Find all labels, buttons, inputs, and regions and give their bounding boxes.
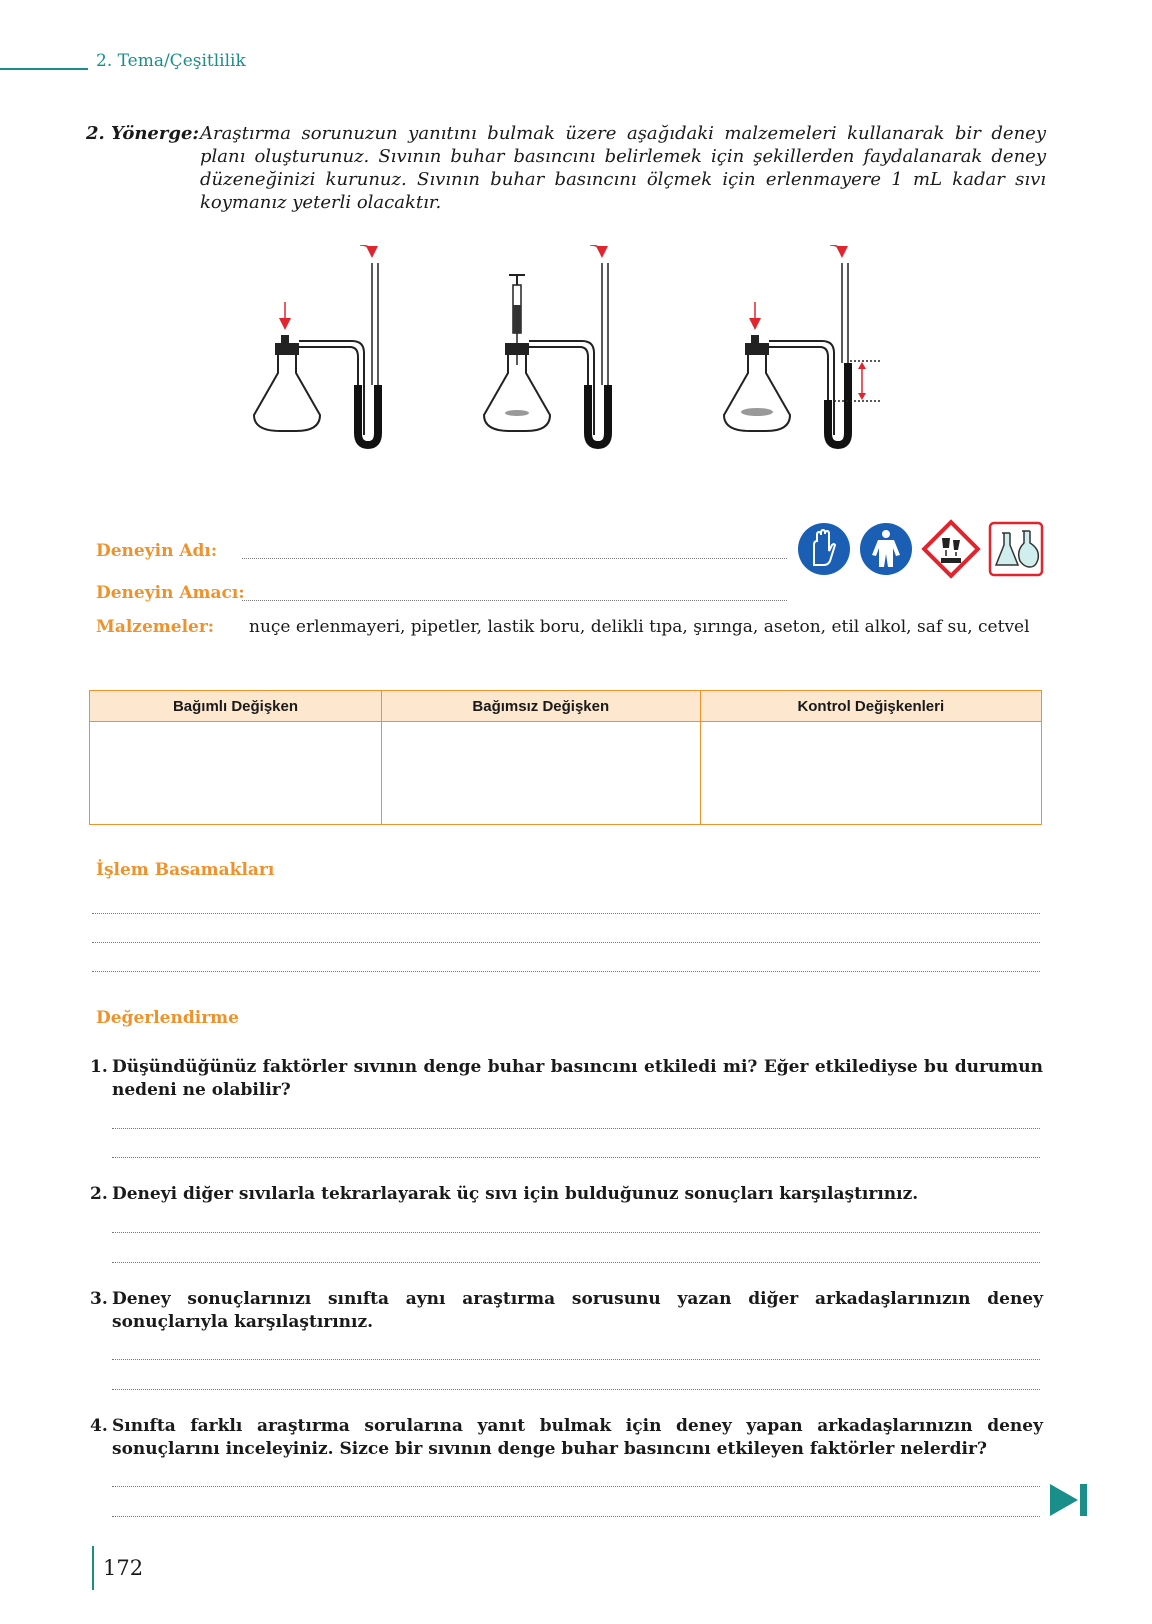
steps-line-2[interactable] (92, 942, 1040, 943)
instruction-block (86, 122, 1046, 214)
question-1-text: Düşündüğünüz faktörler sıvının denge buhar basıncını etkiledi mi? Eğer etkilediyse bu durumun nedeni ne olabilir? (112, 1057, 1043, 1100)
corrosive-hazard-icon (920, 518, 982, 580)
question-3 (90, 1288, 1043, 1334)
steps-title: İşlem Basamakları (96, 860, 275, 880)
question-3-number: 3. (90, 1289, 108, 1309)
experiment-name-field[interactable] (242, 558, 787, 559)
header-title: 2. Tema/Çeşitlilik (96, 51, 246, 71)
page-number-rule (92, 1546, 94, 1590)
lab-coat-icon (858, 521, 914, 577)
page-number: 172 (103, 1556, 144, 1580)
setup-3 (724, 245, 880, 445)
materials-label: Malzemeler: (96, 617, 215, 637)
answer-2-line-2[interactable] (112, 1262, 1040, 1263)
setup-2 (484, 245, 608, 445)
answer-1-line-2[interactable] (112, 1157, 1040, 1158)
dependent-variable-header: Bağımlı Değişken (90, 691, 382, 722)
independent-variable-cell[interactable] (381, 722, 700, 825)
dependent-variable-cell[interactable] (90, 722, 382, 825)
header-rule (0, 68, 88, 70)
question-4 (90, 1415, 1043, 1461)
glassware-icon (988, 521, 1044, 577)
answer-3-line-1[interactable] (112, 1359, 1040, 1360)
apparatus-figure (250, 245, 930, 470)
question-2-number: 2. (90, 1184, 108, 1204)
question-1 (90, 1056, 1043, 1102)
question-2 (90, 1183, 1043, 1206)
question-4-number: 4. (90, 1416, 108, 1436)
question-1-number: 1. (90, 1057, 108, 1077)
answer-4-line-2[interactable] (112, 1516, 1040, 1517)
answer-2-line-1[interactable] (112, 1232, 1040, 1233)
next-page-icon[interactable] (1050, 1484, 1088, 1516)
question-3-text: Deney sonuçlarınızı sınıfta aynı araştırma sorusunu yazan diğer arkadaşlarınızın deney sonuçlarıyla karşılaştırınız. (112, 1289, 1043, 1332)
experiment-purpose-label: Deneyin Amacı: (96, 583, 245, 603)
experiment-purpose-field[interactable] (242, 600, 787, 601)
question-4-text: Sınıfta farklı araştırma sorularına yanıt bulmak için deney yapan arkadaşlarınızın deney sonuçlarını inceleyiniz. Sizce bir sıvının denge buhar basıncını etkileyen faktörler nelerdir? (112, 1416, 1043, 1459)
answer-3-line-2[interactable] (112, 1389, 1040, 1390)
evaluation-title: Değerlendirme (96, 1008, 239, 1028)
steps-line-3[interactable] (92, 971, 1040, 972)
answer-4-line-1[interactable] (112, 1486, 1040, 1487)
answer-1-line-1[interactable] (112, 1128, 1040, 1129)
steps-line-1[interactable] (92, 913, 1040, 914)
instruction-label: 2. Yönerge: (86, 123, 200, 144)
gloves-icon (796, 521, 852, 577)
instruction-text: Araştırma sorunuzun yanıtını bulmak üzere aşağıdaki malzemeleri kullanarak bir deney planı oluşturunuz. Sıvının buhar basıncını belirlemek için şekillerden faydalanarak deney düzeneğinizi kurunuz. Sıvının buhar basıncını ölçmek için erlenmayere 1 mL kadar sıvı koymanız yeterli olacaktır. (200, 123, 1046, 213)
control-variables-cell[interactable] (700, 722, 1041, 825)
materials-text: nuçe erlenmayeri, pipetler, lastik boru, delikli tıpa, şırınga, aseton, etil alkol, saf su, cetvel (249, 617, 1030, 637)
control-variables-header: Kontrol Değişkenleri (700, 691, 1041, 722)
independent-variable-header: Bağımsız Değişken (381, 691, 700, 722)
experiment-name-label: Deneyin Adı: (96, 541, 218, 561)
setup-1 (254, 245, 378, 445)
question-2-text: Deneyi diğer sıvılarla tekrarlayarak üç sıvı için bulduğunuz sonuçları karşılaştırınız. (112, 1184, 919, 1204)
variables-table (89, 690, 1042, 825)
